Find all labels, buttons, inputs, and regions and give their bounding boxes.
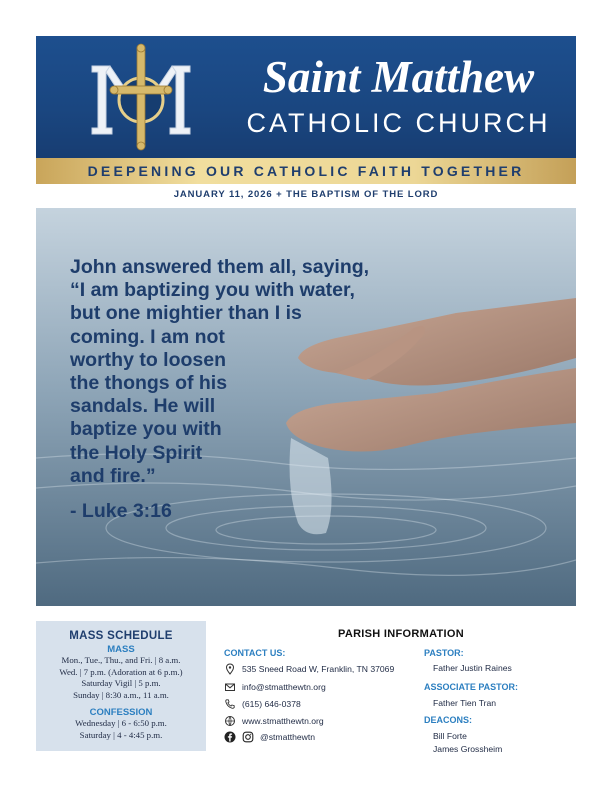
email-icon	[224, 681, 236, 693]
phone-number[interactable]: (615) 646-0378	[242, 699, 301, 709]
mass-schedule-title: MASS SCHEDULE	[69, 630, 173, 642]
confession-heading: CONFESSION	[89, 707, 153, 719]
social-handle[interactable]: @stmatthewtn	[260, 732, 316, 742]
scripture-quote	[70, 256, 400, 523]
quote-line: “I am baptizing you with water,	[70, 279, 355, 302]
phone-icon	[224, 698, 236, 710]
location-pin-icon	[224, 663, 236, 675]
associate-pastor-name: Father Tien Tran	[433, 698, 497, 708]
website-row[interactable]	[224, 715, 324, 727]
contact-heading: CONTACT US:	[224, 648, 286, 658]
address-text: 535 Sneed Road W, Franklin, TN 37069	[242, 664, 395, 674]
deacons-heading: DEACONS:	[424, 715, 473, 725]
tagline-banner	[36, 158, 576, 184]
masthead	[36, 36, 576, 158]
cover-photo-water-hands	[36, 208, 576, 606]
quote-line: the Holy Spirit	[70, 441, 203, 464]
church-name: Saint Matthew	[262, 52, 535, 102]
mass-schedule-box	[36, 621, 206, 751]
confession-time: Wednesday | 6 - 6:50 p.m.	[75, 718, 167, 729]
mass-time: Wed. | 7 p.m. (Adoration at 6 p.m.)	[59, 666, 183, 677]
deacon-name: James Grossheim	[433, 744, 503, 754]
quote-line: and fire.”	[70, 464, 156, 487]
quote-line: worthy to loosen	[70, 348, 226, 371]
facebook-icon[interactable]	[224, 731, 236, 743]
mass-time: Saturday Vigil | 5 p.m.	[81, 678, 161, 689]
associate-pastor-heading: ASSOCIATE PASTOR:	[424, 682, 519, 692]
quote-line: the thongs of his	[70, 372, 228, 395]
mass-time: Mon., Tue., Thu., and Fri. | 8 a.m.	[61, 655, 181, 665]
quote-citation: - Luke 3:16	[70, 500, 172, 523]
email-link[interactable]: info@stmatthewtn.org	[242, 682, 326, 692]
web-icon	[224, 715, 236, 727]
confession-time: Saturday | 4 - 4:45 p.m.	[79, 729, 163, 740]
pastor-heading: PASTOR:	[424, 648, 464, 658]
mass-heading: MASS	[107, 644, 135, 655]
email-row[interactable]	[224, 681, 326, 693]
address-row	[224, 663, 394, 675]
social-row[interactable]	[224, 731, 315, 743]
pastor-name: Father Justin Raines	[433, 663, 512, 673]
deacon-name: Bill Forte	[433, 731, 467, 741]
bulletin-date: JANUARY 11, 2026 + THE BAPTISM OF THE LORD	[173, 189, 439, 200]
tagline-text: DEEPENING OUR CATHOLIC FAITH TOGETHER	[87, 163, 525, 179]
quote-line: baptize you with	[70, 418, 222, 441]
quote-line: but one mightier than I is	[70, 302, 302, 325]
quote-line: sandals. He will	[70, 395, 216, 418]
mass-time: Sunday | 8:30 a.m., 11 a.m.	[73, 689, 169, 700]
website-link[interactable]: www.stmatthewtn.org	[242, 716, 324, 726]
instagram-icon[interactable]	[242, 731, 254, 743]
church-subtitle: CATHOLIC CHURCH	[246, 108, 551, 138]
quote-line: John answered them all, saying,	[70, 256, 370, 278]
phone-row[interactable]	[224, 698, 301, 710]
quote-line: coming. I am not	[70, 325, 225, 348]
cross-monogram-logo-icon	[86, 42, 196, 152]
parish-info-title: PARISH INFORMATION	[338, 628, 464, 640]
